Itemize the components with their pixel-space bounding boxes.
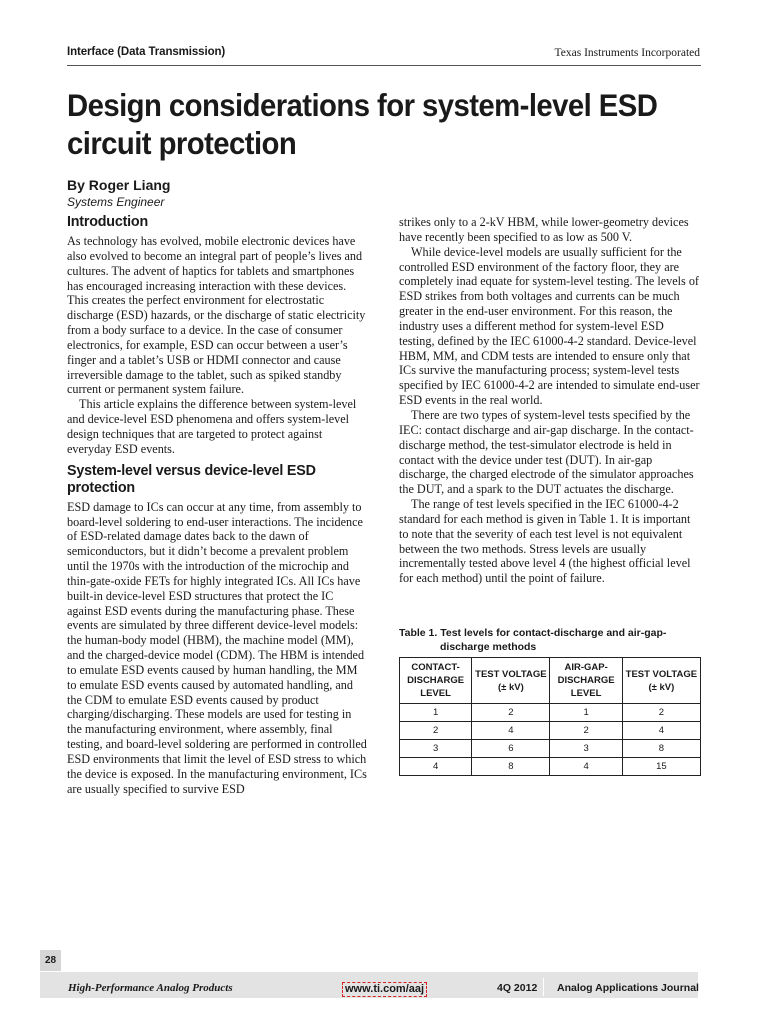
table-cell: 2 [400, 722, 472, 740]
footer-journal-name: Analog Applications Journal [557, 982, 699, 994]
page-number: 28 [40, 950, 61, 971]
table-cell: 8 [622, 740, 700, 758]
paragraph: While device-level models are usually sufficient for the controlled ESD environment of the factory floor, they are completely inad equate for system-level testing. The levels of ESD strikes from both voltages and currents can be much greater in the end-user environment. For this reason, the industry uses a different method for system-level ESD testing, defined by the IEC 61000-4-2 standard. Device-level HBM, MM, and CDM tests are intended to ensure only that ICs survive the manufacturing process; system-level tests specified by IEC 61000-4-2 are intended to simulate end-user ESD events in the real world. [399, 244, 700, 408]
table-cell: 4 [472, 722, 550, 740]
table-header-cell: AIR-GAP-DISCHARGE LEVEL [550, 658, 622, 704]
table-cell: 4 [622, 722, 700, 740]
table-caption [399, 627, 699, 654]
table-cell: 1 [400, 704, 472, 722]
footer-issue-date: 4Q 2012 [497, 982, 538, 994]
table-caption-line: Table 1. Test levels for contact-discharge and air-gap- [399, 627, 667, 639]
paragraph: The range of test levels specified in the IEC 61000-4-2 standard for each method is given in Table 1. It is important to note that the severity of each test level is not equivalent between the two methods. Stress levels are usually incrementally tested above level 4 (the highest official level for each method) until the point of failure. [399, 497, 691, 586]
table-cell: 6 [472, 740, 550, 758]
table-cell: 15 [622, 758, 700, 776]
table-header-cell: CONTACT-DISCHARGE LEVEL [400, 658, 472, 704]
paragraph: ESD damage to ICs can occur at any time, from assembly to board-level soldering to end-user interactions. The incidence of ESD-related damage dates back to the dawn of semiconductors, but it didn’t become a prevalent problem until the 1970s with the introduction of the microchip and thin-gate-oxide FETs for highly integrated ICs. All ICs have built-in device-level ESD structures that protect the IC against ESD events during the manufacturing phase. These events are simulated by three different device-level models: the human-body model (HBM), the machine model (MM), and the charged-device model (CDM). The HBM is intended to emulate ESD events caused by human handling, the MM to emulate ESD events caused by automated handling, and the CDM to emulate ESD events caused by product charging/discharging. These models are used for testing in the manufacturing environment, where assembly, final testing, and board-level soldering are performed in controlled ESD environments that limit the level of ESD stress to which the device is exposed. In the manufacturing environment, ICs are usually specified to survive ESD [67, 499, 367, 796]
text-column-left [67, 214, 369, 797]
table-cell: 3 [550, 740, 622, 758]
test-levels-table [399, 657, 701, 776]
footer-publication-line: High-Performance Analog Products [68, 982, 233, 994]
table-row [400, 758, 701, 776]
table-cell: 2 [550, 722, 622, 740]
table-row [400, 722, 701, 740]
article-author: By Roger Liang [67, 177, 171, 193]
paragraph: As technology has evolved, mobile electronic devices have also evolved to become an integral part of people’s lives and cultures. The advent of haptics for tablets and smartphones has encouraged increasing interaction with these devices. This creates the perfect environment for electrostatic discharge (ESD) hazards, or the discharge of static electricity from a body surface to a device. In the case of consumer electronics, for example, ESD can occur between a user’s finger and a tablet’s USB or HDMI connector and cause irreversible damage to the tablet, such as spiked standby current or permanent system failure. [67, 234, 366, 397]
table-header-cell: TEST VOLTAGE (± kV) [472, 658, 550, 704]
article-title: Design considerations for system-level ESD circuit protection [67, 87, 658, 161]
author-role: Systems Engineer [67, 195, 165, 209]
paragraph: strikes only to a 2-kV HBM, while lower-geometry devices have recently been specified to as low as 500 V. [399, 215, 689, 244]
table-row [400, 740, 701, 758]
table-caption-line: discharge methods [440, 640, 537, 653]
table-cell: 3 [400, 740, 472, 758]
text-column-right [399, 215, 701, 586]
section-heading-introduction: Introduction [67, 214, 148, 230]
running-header-section: Interface (Data Transmission) [67, 46, 226, 58]
table-cell: 4 [550, 758, 622, 776]
footer-separator [543, 978, 544, 996]
table-row [400, 704, 701, 722]
table-cell: 8 [472, 758, 550, 776]
footer-url-link[interactable]: www.ti.com/aaj [342, 982, 427, 997]
paragraph: This article explains the difference between system-level and device-level ESD phenomena and offers system-level design techniques that are targeted to protect against everyday ESD events. [67, 397, 357, 456]
table-cell: 1 [550, 704, 622, 722]
table-header-cell: TEST VOLTAGE (± kV) [622, 658, 700, 704]
running-header-company: Texas Instruments Incorporated [554, 47, 700, 59]
table-cell: 4 [400, 758, 472, 776]
table-cell: 2 [622, 704, 700, 722]
table-cell: 2 [472, 704, 550, 722]
table-header-row [400, 658, 701, 704]
paragraph: There are two types of system-level tests specified by the IEC: contact discharge and air-gap discharge. In the contact-discharge method, the test-simulator electrode is held in contact with the device under test (DUT). In air-gap discharge, the charged electrode of the simulator approaches the DUT, and a spark to the DUT actuates the discharge. [399, 407, 694, 497]
section-heading-system-vs-device: System-level versus device-level ESD protection [67, 462, 316, 496]
header-divider [67, 65, 701, 66]
